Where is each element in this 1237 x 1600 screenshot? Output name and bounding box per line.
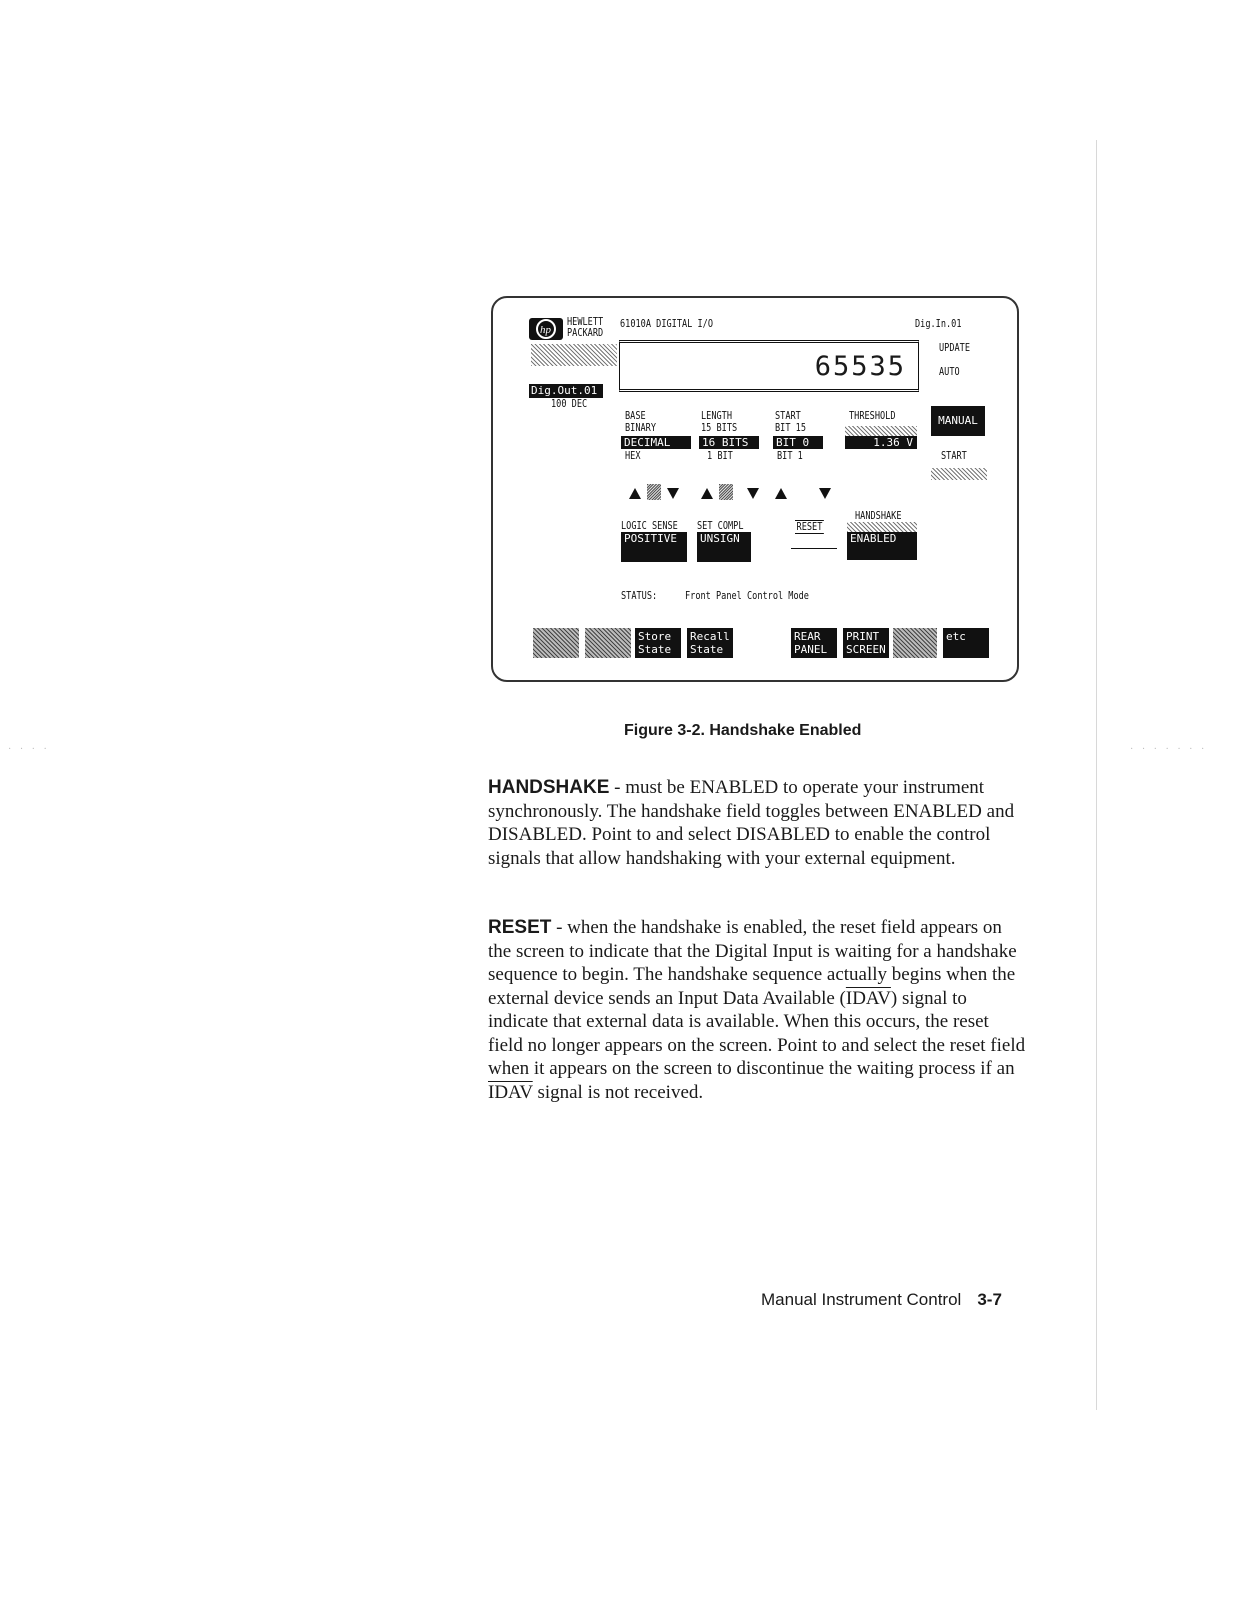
brand-line1: HEWLETT xyxy=(567,315,604,328)
start-option-1[interactable]: BIT 1 xyxy=(777,449,803,462)
idav-signal-2: IDAV xyxy=(488,1081,533,1103)
threshold-value[interactable]: 1.36 V xyxy=(845,436,917,449)
margin-dots-left: · · · · xyxy=(8,744,50,755)
status-text: Front Panel Control Mode xyxy=(685,589,809,602)
dithered-area xyxy=(531,344,617,366)
reset-text-1: - when the handshake is enabled, the reset field appears on the screen to indicate that the Digital Input is waiting for a handshake sequence to begin. The handshake sequence actually begins when the external device sends an Input Data Available ( xyxy=(488,917,1017,1009)
length-option-1[interactable]: 1 BIT xyxy=(707,449,733,462)
start-down-arrow-icon[interactable] xyxy=(819,488,831,499)
length-option-15[interactable]: 15 BITS xyxy=(701,421,738,434)
svg-text:hp: hp xyxy=(540,324,551,336)
threshold-header: THRESHOLD xyxy=(849,409,896,422)
base-option-hex[interactable]: HEX xyxy=(625,449,641,462)
base-header: BASE xyxy=(625,409,646,422)
reset-underline xyxy=(791,548,837,549)
etc-button[interactable]: etc xyxy=(943,628,989,658)
length-scroll-icon xyxy=(719,484,733,500)
length-header: LENGTH xyxy=(701,409,733,422)
manual-button[interactable]: MANUAL xyxy=(931,406,985,436)
page-number: 3-7 xyxy=(977,1290,1002,1309)
update-label[interactable]: UPDATE xyxy=(939,341,971,354)
output-label[interactable]: Dig.Out.01 xyxy=(529,384,603,398)
reset-text-3: signal is not received. xyxy=(532,1081,704,1103)
brand-line2: PACKARD xyxy=(567,326,604,339)
update-value[interactable]: AUTO xyxy=(939,365,960,378)
handshake-paragraph xyxy=(488,776,1028,870)
readout-box xyxy=(619,340,919,392)
length-option-selected[interactable]: 16 BITS xyxy=(699,436,759,449)
status-label: STATUS: xyxy=(621,589,658,602)
hp-logo-icon xyxy=(529,318,563,340)
page-edge-line xyxy=(1096,140,1097,1410)
handshake-term: HANDSHAKE xyxy=(488,777,610,798)
softkey-blank-3[interactable] xyxy=(893,628,937,658)
rear-panel-button[interactable]: REAR PANEL xyxy=(791,628,837,658)
page-footer xyxy=(761,1290,1002,1310)
start-dither xyxy=(931,468,987,480)
margin-dots-right: · · · · · · · xyxy=(1130,744,1208,755)
handshake-dither xyxy=(847,522,917,532)
start-up-arrow-icon[interactable] xyxy=(775,488,787,499)
model-title: 61010A DIGITAL I/O xyxy=(620,317,713,330)
print-screen-button[interactable]: PRINT SCREEN xyxy=(843,628,889,658)
footer-section: Manual Instrument Control xyxy=(761,1290,962,1309)
channel-id: Dig.In.01 xyxy=(915,317,962,330)
recall-state-button[interactable]: Recall State xyxy=(687,628,733,658)
base-scroll-icon xyxy=(647,484,661,500)
set-compl-label: SET COMPL xyxy=(697,519,744,532)
handshake-button[interactable]: ENABLED xyxy=(847,532,917,560)
readout-value: 65535 xyxy=(814,351,906,382)
output-value: 100 DEC xyxy=(551,397,588,410)
start-option-15[interactable]: BIT 15 xyxy=(775,421,807,434)
length-down-arrow-icon[interactable] xyxy=(747,488,759,499)
length-up-arrow-icon[interactable] xyxy=(701,488,713,499)
logic-sense-label: LOGIC SENSE xyxy=(621,519,678,532)
softkey-blank-2[interactable] xyxy=(585,628,631,658)
instrument-screen xyxy=(491,296,1019,682)
handshake-label: HANDSHAKE xyxy=(855,509,902,522)
set-compl-button[interactable]: UNSIGN xyxy=(697,532,751,562)
logic-sense-button[interactable]: POSITIVE xyxy=(621,532,687,562)
base-down-arrow-icon[interactable] xyxy=(667,488,679,499)
start-header: START xyxy=(775,409,801,422)
handshake-text: - must be ENABLED to operate your instrument synchronously. The handshake field toggles between ENABLED and DISABLED. Point to and select DISABLED to enable the control signals that allow handshaking with your external equipment. xyxy=(488,777,1015,869)
base-option-selected[interactable]: DECIMAL xyxy=(621,436,691,449)
softkey-blank-1[interactable] xyxy=(533,628,579,658)
base-option-binary[interactable]: BINARY xyxy=(625,421,657,434)
start-option-selected[interactable]: BIT 0 xyxy=(773,436,823,449)
store-state-button[interactable]: Store State xyxy=(635,628,681,658)
start-button[interactable]: START xyxy=(941,449,967,462)
reset-paragraph xyxy=(488,916,1028,1104)
idav-signal-1: IDAV xyxy=(845,987,891,1009)
reset-button[interactable]: RESET xyxy=(796,520,823,533)
figure-caption: Figure 3-2. Handshake Enabled xyxy=(624,722,862,739)
threshold-dither xyxy=(845,426,917,436)
reset-term: RESET xyxy=(488,917,552,938)
reset-text-2: ) signal to indicate that external data is available. When this occurs, the reset field no longer appears on the screen. Point to and select the reset field when it appears on the screen to discontinue the waiting process if an xyxy=(488,987,1026,1079)
base-up-arrow-icon[interactable] xyxy=(629,488,641,499)
